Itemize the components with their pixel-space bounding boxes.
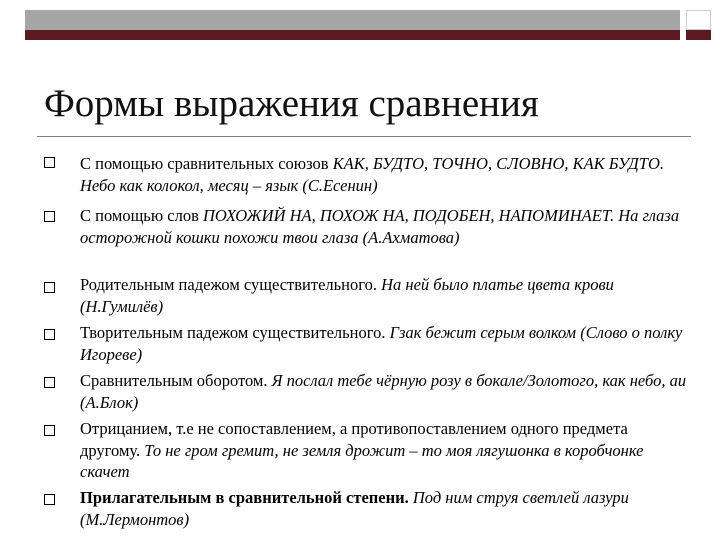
item-plain-text: С помощью слов — [80, 206, 203, 225]
item-italic-text: Я послал тебе чёрную розу в бокале/Золотого, как небо, аи (А.Блок) — [80, 371, 687, 412]
bullet-square-icon — [44, 157, 55, 168]
list-item — [80, 418, 690, 483]
bullet-square-icon — [44, 377, 55, 388]
list-item — [80, 322, 690, 365]
bullet-square-icon — [44, 425, 55, 436]
item-bold-text: Прилагательным в сравнительной степени. — [80, 488, 409, 507]
bullet-square-icon — [44, 329, 55, 340]
item-italic-text: ПОХОЖИЙ НА, ПОХОЖ НА, ПОДОБЕН, НАПОМИНАЕТ. На глаза осторожной кошки похожи твои глаза (А.Ахматова) — [80, 206, 680, 247]
item-italic-text: На ней было платье цвета крови (Н.Гумилёв) — [80, 275, 614, 316]
slide-title: Формы выражения сравнения — [44, 82, 539, 125]
list-item — [80, 274, 690, 317]
bullet-square-icon — [44, 282, 55, 293]
item-plain-text: Отрицанием, т.е не сопоставлением, а противопоставлением одного предмета другому. — [80, 419, 628, 460]
item-plain-text: Родительным падежом существительного. — [80, 275, 382, 294]
item-italic-text: То не гром гремит, не земля дрожит – то моя лягушонка в коробчонке скачет — [80, 440, 644, 482]
header-bar-gray-band — [25, 10, 680, 30]
list-item — [80, 370, 690, 413]
header-corner-square-light — [686, 10, 711, 30]
header-corner-square-dark — [686, 30, 711, 40]
list-item — [80, 205, 690, 248]
title-divider — [37, 136, 691, 137]
item-plain-text: Творительным падежом существительного. — [80, 323, 390, 342]
item-italic-text: Под ним струя светлей лазури (М.Лермонтов) — [80, 488, 629, 529]
item-italic-text: Гзак бежит серым волком (Слово о полку Игореве) — [80, 323, 683, 364]
header-bar-dark-band — [25, 30, 680, 40]
item-plain-text: Сравнительным оборотом. — [80, 371, 272, 390]
list-item — [80, 487, 690, 530]
decorative-header-bar — [25, 10, 711, 40]
item-italic-text: КАК, БУДТО, ТОЧНО, СЛОВНО, КАК БУДТО. Небо как колокол, месяц – язык (С.Есенин) — [80, 154, 665, 195]
item-plain-text: С помощью сравнительных союзов — [80, 154, 333, 173]
list-item — [80, 153, 690, 196]
bullet-square-icon — [44, 211, 55, 222]
bullet-square-icon — [44, 494, 55, 505]
